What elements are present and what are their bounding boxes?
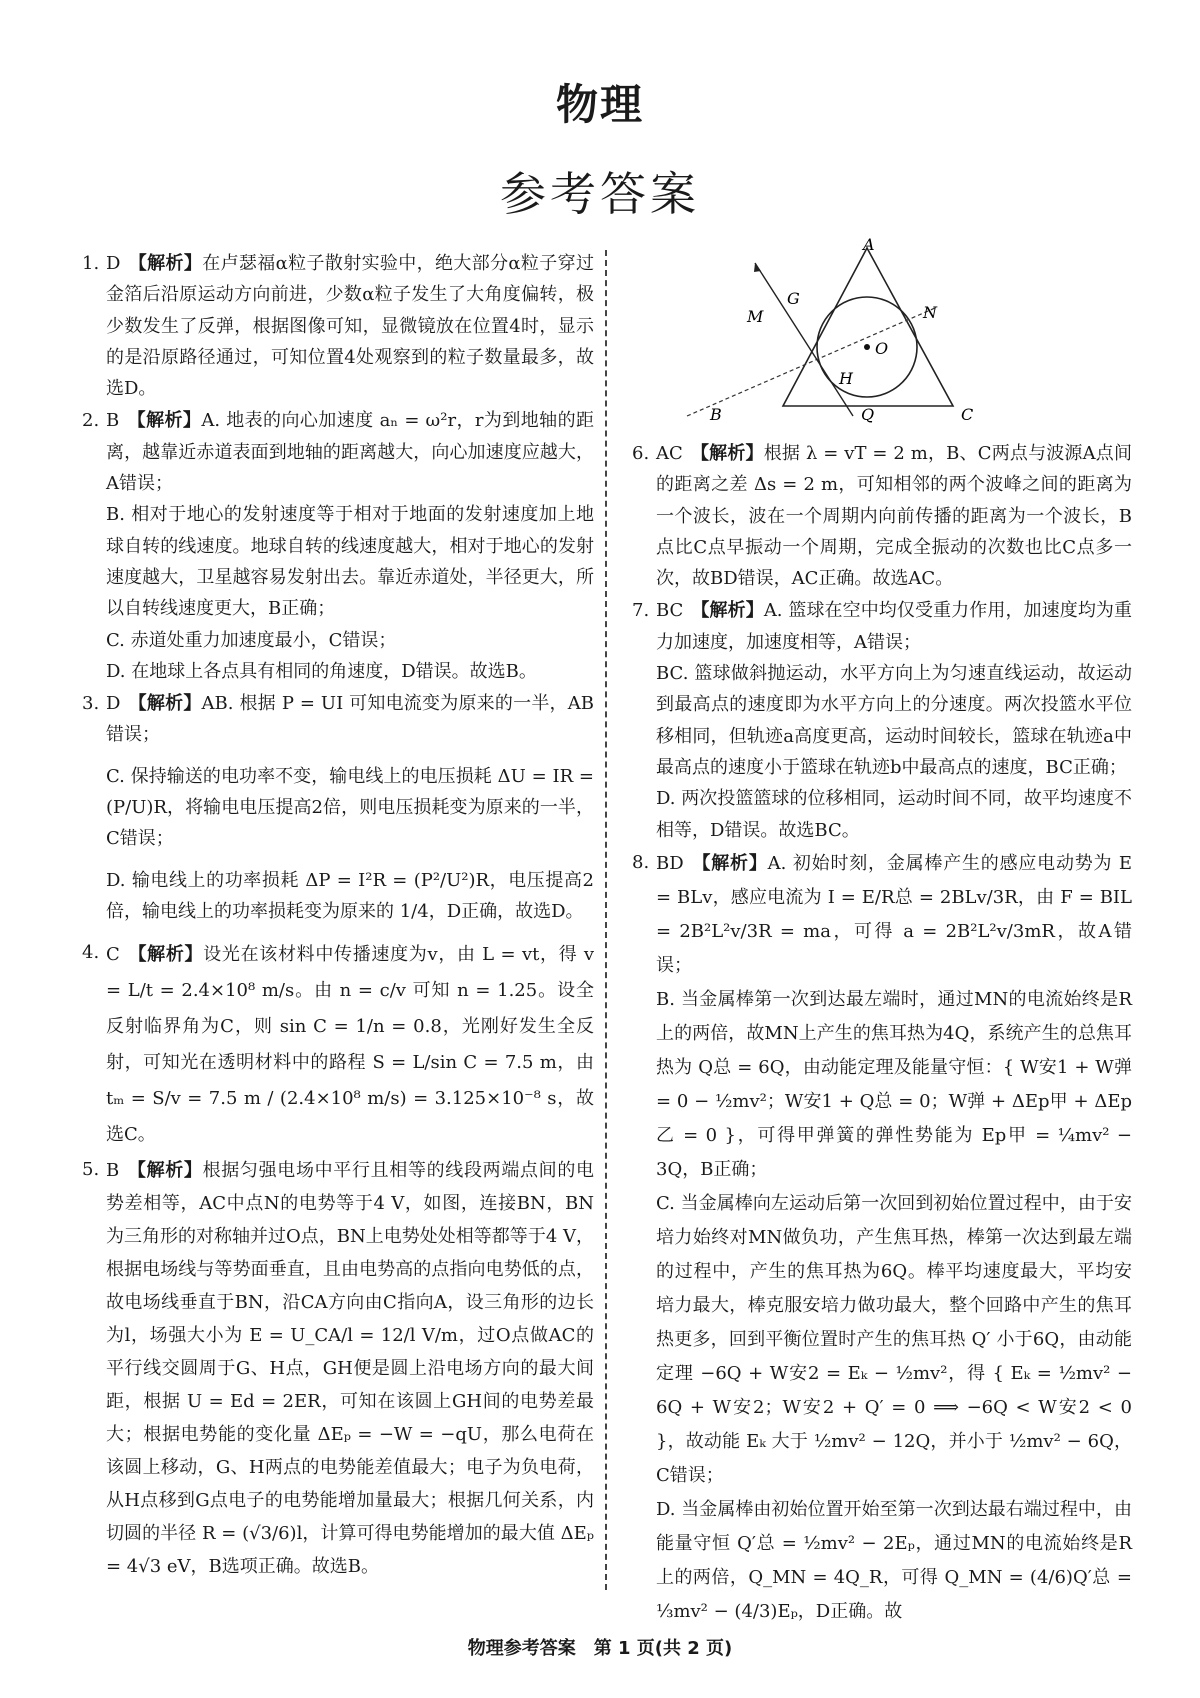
document-title: 参考答案 bbox=[500, 167, 700, 221]
item-number: 1. bbox=[82, 253, 100, 274]
item-number: 4. bbox=[82, 942, 100, 964]
label-m: M bbox=[747, 307, 764, 326]
item-answer: D bbox=[106, 253, 121, 274]
answer-item-4 bbox=[82, 937, 594, 1153]
subject-title: 物理 bbox=[555, 80, 644, 129]
label-q: Q bbox=[861, 405, 875, 424]
item-answer: B bbox=[106, 1160, 120, 1182]
analysis-tag: 【解析】 bbox=[691, 852, 768, 874]
label-b: B bbox=[710, 405, 722, 424]
label-o: O bbox=[875, 339, 889, 358]
label-n: N bbox=[923, 303, 937, 322]
analysis-tag: 【解析】 bbox=[128, 693, 202, 715]
analysis-tag: 【解析】 bbox=[690, 443, 764, 464]
item-text: D. 输电线上的功率损耗 ΔP = I²R = (P²/U²)R，电压提高2倍，输电线上的功率损耗变为原来的 1/4，D正确，故选D。 bbox=[106, 869, 594, 922]
analysis-tag: 【解析】 bbox=[127, 410, 202, 432]
item-text: B. 相对于地心的发射速度等于相对于地面的发射速度加上地球自转的线速度。地球自转的线速度越大，相对于地心的发射速度越大，卫星越容易发射出去。靠近赤道处，半径更大，所以自转线速度更大，B正确； bbox=[106, 504, 594, 620]
item-text: B. 当金属棒第一次到达最左端时，通过MN的电流始终是R上的两倍，故MN上产生的焦耳热为4Q，系统产生的总焦耳热为 Q总 = 6Q，由动能定理及能量守恒：{ W安1 + W弹 = 0 − ½mv²；W安1 + Q总 = 0；W弹 + ΔEp甲 + ΔEp乙 = 0 }，可得甲弹簧的弹性势能为 Ep甲 = ¼mv² − 3Q，B正确； bbox=[656, 988, 1132, 1180]
item-text: 根据 λ = vT = 2 m，B、C两点与波源A点间的距离之差 Δs = 2 m，可知相邻的两个波峰之间的距离为一个波长，波在一个周期内向前传播的距离为一个波长，B点比C点早振动一个周期，完成全振动的次数也比C点多一次，故BD错误，AC正确。故选AC。 bbox=[656, 443, 1132, 590]
item-number: 2. bbox=[82, 410, 100, 432]
item-number: 3. bbox=[82, 693, 100, 715]
label-g: G bbox=[787, 289, 800, 308]
answer-item-8 bbox=[632, 847, 1132, 1629]
column-divider bbox=[605, 250, 607, 1590]
item-number: 5. bbox=[82, 1159, 100, 1181]
answer-item-6 bbox=[632, 438, 1132, 594]
item-text: A. 地表的向心加速度 aₙ = ω²r，r为到地轴的距离，越靠近赤道表面到地轴的距离越大，向心加速度应越大，A错误； bbox=[106, 410, 594, 495]
item-text: BC. 篮球做斜抛运动，水平方向上为匀速直线运动，故运动到最高点的速度即为水平方向上的分速度。两次投篮水平位移相同，但轨迹a高度更高，运动时间较长，篮球在轨迹a中最高点的速度小于篮球在轨迹b中最高点的速度，BC正确； bbox=[656, 663, 1132, 778]
item-text: 设光在该材料中传播速度为v，由 L = vt，得 v = L/t = 2.4×10⁸ m/s。由 n = c/v 可知 n = 1.25。设全反射临界角为C，则 sin C = 1/n = 0.8，光刚好发生全反射，可知光在透明材料中的路程 S = L/sin C = 7.5 m，由 tₘ = S/v = 7.5 m / (2.4×10⁸ m/s) = 3.125×10⁻⁸ s，故选C。 bbox=[106, 944, 594, 1146]
item-number: 8. bbox=[632, 851, 650, 873]
item-answer: C bbox=[106, 944, 120, 966]
item-answer: AC bbox=[656, 443, 683, 464]
analysis-tag: 【解析】 bbox=[128, 253, 203, 274]
item-answer: BC bbox=[656, 600, 684, 622]
item-text: A. 初始时刻，金属棒产生的感应电动势为 E = BLv，感应电流为 I = E/R总 = 2BLv/3R，由 F = BIL = 2B²L²v/3R = ma，可得 a = 2B²L²v/3mR，故A错误； bbox=[656, 852, 1132, 976]
label-c: C bbox=[961, 405, 974, 424]
label-a: A bbox=[863, 235, 875, 254]
page-footer: 物理参考答案 第 1 页(共 2 页) bbox=[467, 1638, 733, 1659]
left-column bbox=[82, 248, 594, 1584]
analysis-tag: 【解析】 bbox=[127, 944, 204, 966]
item-text: C. 赤道处重力加速度最小，C错误； bbox=[106, 629, 397, 651]
item-text: 根据匀强电场中平行且相等的线段两端点间的电势差相等，AC中点N的电势等于4 V，如图，连接BN，BN为三角形的对称轴并过O点，BN上电势处处相等都等于4 V，根据电场线与等势面垂直，且由电势高的点指向电势低的点，故电场线垂直于BN，沿CA方向由C指向A，设三角形的边长为l，场强大小为 E = U_CA/l = 12/l V/m，过O点做AC的平行线交圆周于G、H点，GH便是圆上沿电场方向的最大间距，根据 U = Ed = 2ER，可知在该圆上GH间的电势差最大；根据电势能的变化量 ΔEₚ = −W = −qU，那么电荷在该圆上移动，G、H两点的电势能差值最大；电子为负电荷，从H点移到G点电子的电势能增加量最大；根据几何关系，内切圆的半径 R = (√3/6)l，计算可得电势能增加的最大值 ΔEₚ = 4√3 eV，B选项正确。故选B。 bbox=[106, 1160, 595, 1578]
item-text: C. 当金属棒向左运动后第一次回到初始位置过程中，由于安培力始终对MN做负功，产生焦耳热，棒第一次达到最左端的过程中，产生的焦耳热为6Q。棒平均速度最大，平均安培力最大，棒克服安培力做功最大，整个回路中产生的焦耳热更多，回到平衡位置时产生的焦耳热 Q′ 小于6Q，由动能定理 −6Q + W安2 = Eₖ − ½mv²，得 { Eₖ = ½mv² − 6Q + W安2；W安2 + Q′ = 0 ⟹ −6Q < W安2 < 0 }，故动能 Eₖ 大于 ½mv² − 12Q，并小于 ½mv² − 6Q，C错误； bbox=[656, 1192, 1132, 1486]
right-column bbox=[632, 438, 1132, 1630]
answer-item-7 bbox=[632, 595, 1132, 845]
item-text: C. 保持输送的电功率不变，输电线上的电压损耗 ΔU = IR = (P/U)R，将输电电压提高2倍，则电压损耗变为原来的一半，C错误； bbox=[106, 765, 594, 850]
item-number: 6. bbox=[632, 443, 650, 464]
item-answer: BD bbox=[656, 852, 684, 874]
triangle-circle-diagram bbox=[710, 235, 1015, 438]
analysis-tag: 【解析】 bbox=[691, 600, 764, 622]
item-answer: D bbox=[106, 693, 121, 715]
item-text: 在卢瑟福α粒子散射实验中，绝大部分α粒子穿过金箔后沿原运动方向前进，少数α粒子发生了大角度偏转，极少数发生了反弹，根据图像可知，显微镜放在位置4时，显示的是沿原路径通过，可知位置4处观察到的粒子数量最多，故选D。 bbox=[106, 253, 594, 400]
item-text: D. 在地球上各点具有相同的角速度，D错误。故选B。 bbox=[106, 660, 537, 682]
answer-item-3 bbox=[82, 688, 594, 927]
item-text: D. 两次投篮篮球的位移相同，运动时间不同，故平均速度不相等，D错误。故选BC。 bbox=[656, 788, 1132, 841]
item-text: D. 当金属棒由初始位置开始至第一次到达最右端过程中，由能量守恒 Q′总 = ½mv² − 2Eₚ，通过MN的电流始终是R上的两倍，Q_MN = 4Q_R，可得 Q_MN = (4/6)Q′总 = ⅓mv² − (4/3)Eₚ，D正确。故 bbox=[656, 1498, 1132, 1622]
analysis-tag: 【解析】 bbox=[127, 1160, 203, 1182]
item-number: 7. bbox=[632, 600, 650, 622]
answer-item-2 bbox=[82, 405, 594, 687]
item-text: AB. 根据 P = UI 可知电流变为原来的一半，AB错误； bbox=[106, 693, 594, 746]
answer-item-5 bbox=[82, 1154, 594, 1583]
item-answer: B bbox=[106, 410, 120, 432]
label-h: H bbox=[839, 369, 853, 388]
answer-item-1 bbox=[82, 248, 594, 404]
item-text: A. 篮球在空中均仅受重力作用，加速度均为重力加速度，加速度相等，A错误； bbox=[656, 600, 1132, 653]
